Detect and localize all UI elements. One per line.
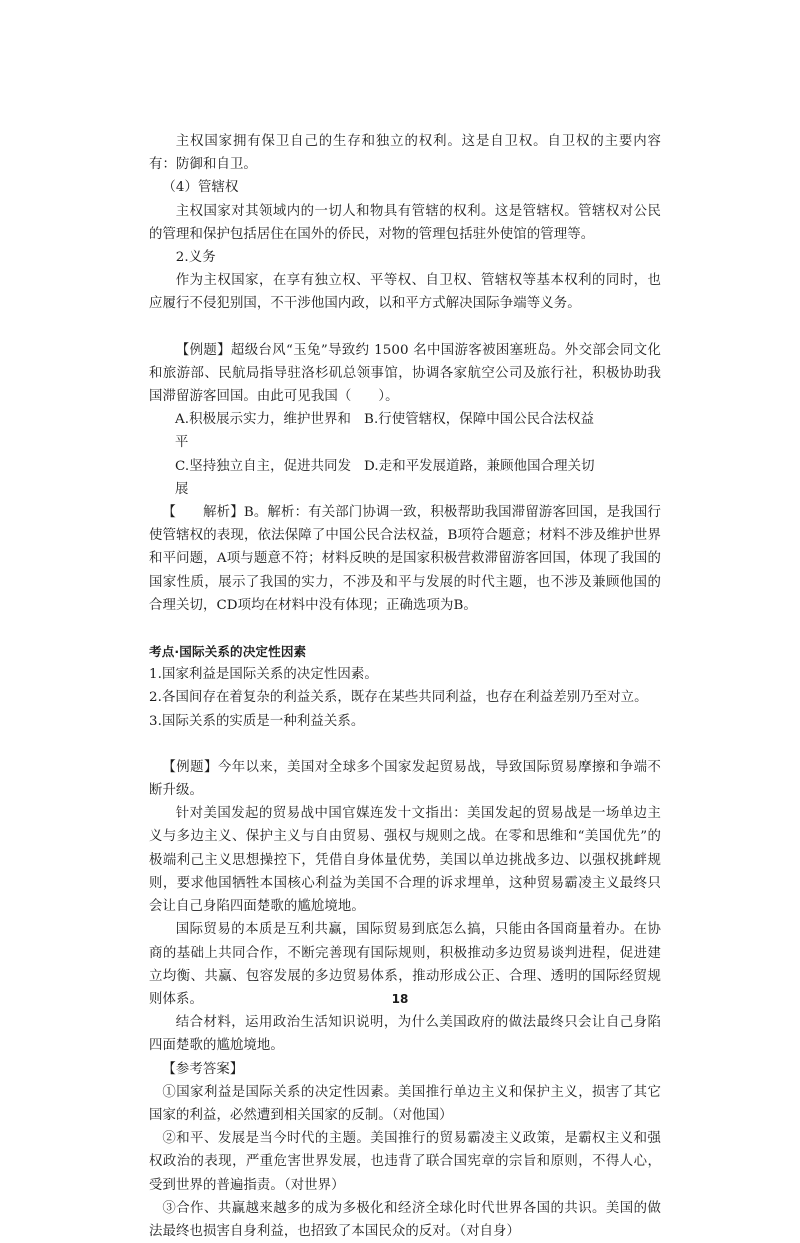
- point-item: 2.各国间存在着复杂的利益关系，既存在某些共同利益，也存在利益差别乃至对立。: [149, 690, 648, 706]
- answer-item: ①国家利益是国际关系的决定性因素。美国推行单边主义和保护主义，损害了其它国家的利益，必然遭到相关国家的反制。（对他国）: [149, 1084, 661, 1123]
- example-analysis: 【 解析】B。解析：有关部门协调一致，积极帮助我国滞留游客回国，是我国行使管辖权的表现，依法保障了中国公民合法权益，B项符合题意；材料不涉及维护世界和平问题，A项与题意不符；材料反映的是国家积极营救滞留游客回国，体现了我国的国家性质，展示了我国的实力，不涉及和平与发展的时代主题，也不涉及兼顾他国的合理关切，CD项均在材料中没有体现；正确选项为B。: [149, 505, 661, 613]
- paragraph-jurisdiction: 主权国家对其领域内的一切人和物具有管辖的权利。这是管辖权。管辖权对公民的管理和保护包括居住在国外的侨民，对物的管理包括驻外使馆的管理等。: [149, 203, 661, 242]
- point-item: 3.国际关系的实质是一种利益关系。: [149, 713, 365, 729]
- example2-question: 结合材料，运用政治生活知识说明，为什么美国政府的做法最终只会让自己身陷四面楚歌的尴尬境地。: [149, 1015, 661, 1054]
- page-content: [149, 130, 661, 1243]
- heading-jurisdiction: （4）管辖权: [162, 180, 239, 196]
- section-title: 考点·国际关系的决定性因素: [149, 644, 307, 660]
- heading-duty: 2.义务: [175, 250, 216, 266]
- option-a: A.积极展示实力，维护世界和平: [175, 412, 352, 451]
- option-c: C.坚持独立自主，促进共同发展: [175, 458, 352, 497]
- example2-material-2: 国际贸易的本质是互利共赢，国际贸易到底怎么搞，只能由各国商量着办。在协商的基础上共同合作，不断完善现有国际规则，积极推动多边贸易谈判进程，促进建立均衡、共赢、包容发展的多边贸易体系，推动形成公正、合理、透明的国际经贸规则体系。: [149, 922, 661, 1007]
- option-d: D.走和平发展道路，兼顾他国合理关切: [364, 458, 595, 474]
- example2-material-1: 针对美国发起的贸易战中国官媒连发十文指出：美国发起的贸易战是一场单边主义与多边主义、保护主义与自由贸易、强权与规则之战。在零和思维和“美国优先”的极端利己主义思想操控下，凭借自身体量优势，美国以单边挑战多边、以强权挑衅规则，要求他国牺牲本国核心利益为美国不合理的诉求埋单，这种贸易霸凌主义最终只会让自己身陷四面楚歌的尴尬境地。: [149, 806, 661, 915]
- paragraph-self-defense: 主权国家拥有保卫自己的生存和独立的权利。这是自卫权。自卫权的主要内容有：防御和自卫。: [149, 134, 661, 173]
- options-row-1: [149, 408, 661, 454]
- example-question: 【例题】超级台风“玉兔”导致约 1500 名中国游客被困塞班岛。外交部会同文化和旅游部、民航局指导驻洛杉矶总领事馆，协调各家航空公司及旅行社，积极协助我国滞留游客回国。由此可见我国（ ）。: [149, 342, 661, 405]
- options-row-2: [149, 455, 661, 501]
- answer-item: ②和平、发展是当今时代的主题。美国推行的贸易霸凌主义政策，是霸权主义和强权政治的表现，严重危害世界发展，也违背了联合国宪章的宗旨和原则，不得人心，受到世界的普遍指责。（对世界）: [149, 1131, 661, 1193]
- page-number: 18: [391, 992, 409, 1006]
- paragraph-duty: 作为主权国家，在享有独立权、平等权、自卫权、管辖权等基本权利的同时，也应履行不侵犯别国，不干涉他国内政，以和平方式解决国际争端等义务。: [149, 273, 661, 312]
- example2-intro: 【例题】今年以来，美国对全球多个国家发起贸易战，导致国际贸易摩擦和争端不断升级。: [149, 759, 661, 799]
- point-item: 1.国家利益是国际关系的决定性因素。: [149, 667, 378, 683]
- answer-item: ③合作、共赢越来越多的成为多极化和经济全球化时代世界各国的共识。美国的做法最终也损害自身利益，也招致了本国民众的反对。（对自身）: [149, 1200, 661, 1239]
- option-b: B.行使管辖权，保障中国公民合法权益: [364, 412, 595, 428]
- answer-label: 【参考答案】: [162, 1061, 244, 1077]
